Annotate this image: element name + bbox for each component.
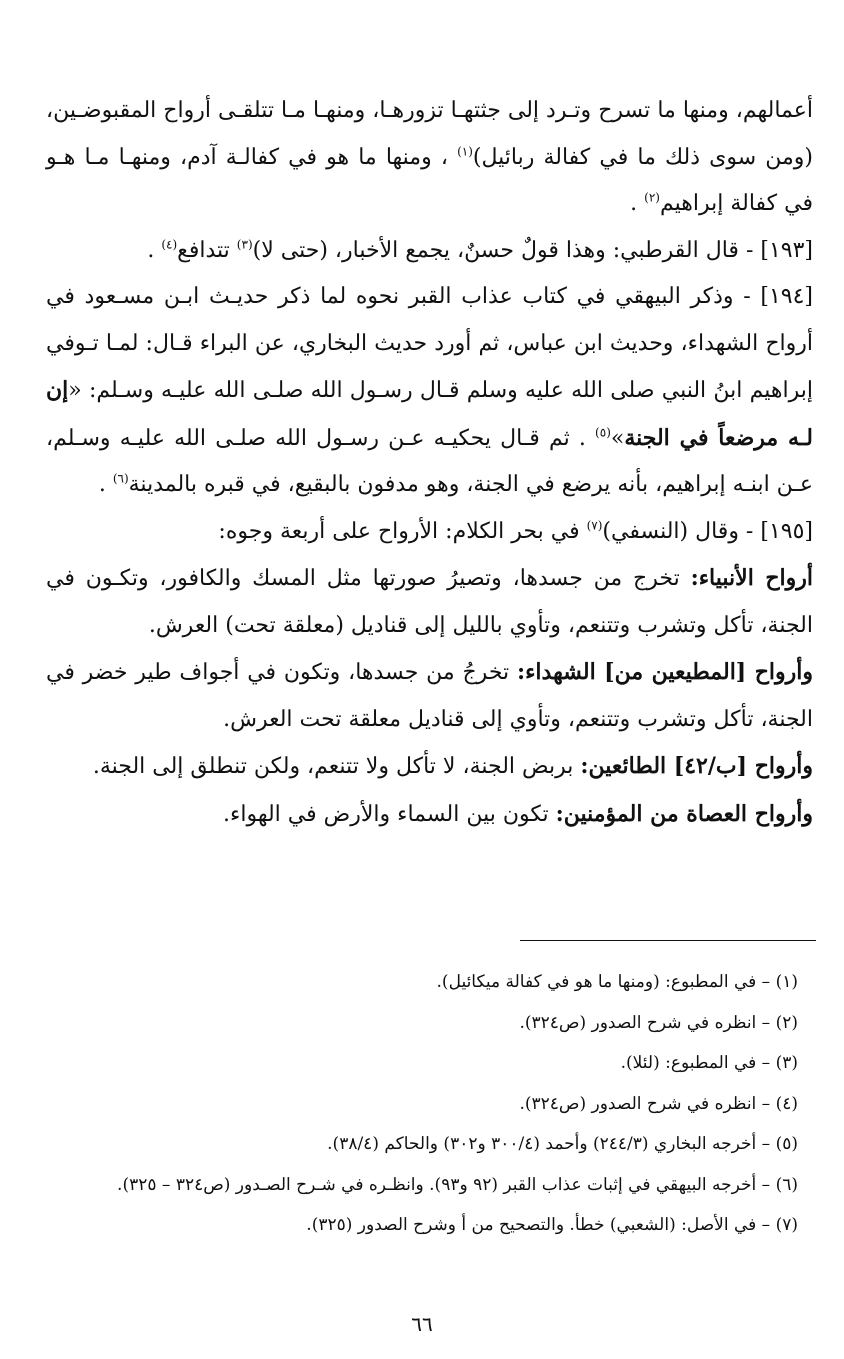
text-run: أعمالهم، ومنها ما تسرح وتـرد إلى جثتهـا تزورهـا، ومنهـا مـا تتلقـى أرواح المقبوضـين، (ومن سوى ذلك ما في كفالة ربائيل) [46, 98, 814, 170]
footnote-7: (٧) – في الأصل: (الشعبي) خطأ. والتصحيح من أ وشرح الصدور (٣٢٥). [306, 1215, 798, 1235]
text-run: [١٩٣] - قال القرطبي: وهذا قولٌ حسنٌ، يجمع الأخبار، (حتى لا) [252, 237, 813, 263]
section-heading: وأرواح [المطيعين من] الشهداء: [516, 659, 813, 685]
paragraph-1 [46, 88, 813, 228]
footnote-ref: (٤) [161, 237, 178, 252]
paragraph-sinners [46, 791, 813, 839]
body-text [46, 88, 813, 838]
footnote-ref: (٦) [112, 471, 129, 486]
paragraph-194 [46, 274, 813, 509]
text-run: . [147, 237, 162, 263]
paragraph-obedient [46, 743, 813, 791]
text-run: [١٩٤] - وذكر البيهقي في كتاب عذاب القبر نحوه لما ذكر حديـث ابـن مسـعود في أرواح الشهداء، وحديث ابن عباس، ثم أورد حديث البخاري، عن البراء قـال: لمـا تـوفي إبراهيم ابنُ النبي صلى الله عليه وسلم قـال رسـول الله صلـى الله عليـه وسـلم: « [46, 284, 813, 403]
footnote-2: (٢) – انظره في شرح الصدور (ص٣٢٤). [519, 1012, 798, 1033]
footnote-ref: (١) [457, 144, 473, 159]
text-run: في بحر الكلام: الأرواح على أربعة وجوه: [218, 518, 587, 544]
footnote-ref: (٥) [595, 425, 611, 440]
text-run: تخرجُ من جسدها، وتكون في أجواف طير خضر في الجنة، تأكل وتشرب وتتنعم، وتأوي إلى قناديل معلقة تحت العرش. [46, 660, 813, 732]
text-run: . [98, 472, 113, 497]
section-heading: أرواح الأنبياء: [690, 565, 814, 591]
text-run: ، ومنها ما هو في كفالـة آدم، ومنهـا مـا هـو في كفالة إبراهيم [46, 144, 813, 216]
paragraph-prophets [46, 555, 813, 649]
footnote-6: (٦) – أخرجه البيهقي في إثبات عذاب القبر (٩٢ و٩٣). وانظـره في شـرح الصـدور (ص٣٢٤ – ٣٢٥). [117, 1174, 798, 1195]
footnote-separator [520, 940, 816, 941]
paragraph-195 [46, 509, 813, 556]
text-run: تكون بين السماء والأرض في الهواء. [223, 801, 556, 827]
text-run: . ثم قـال يحكيـه عـن رسـول الله صلـى الله عليـه وسـلم، عـن ابنـه إبراهيم، بأنه يرضع في الجنة، وهو مدفون بالبقيع، في قبره بالمدينة [46, 425, 813, 497]
footnote-ref: (٢) [644, 190, 660, 205]
section-heading: وأرواح العصاة من المؤمنين: [555, 800, 813, 827]
page-number: ٦٦ [411, 1312, 433, 1336]
text-run: [١٩٥] - وقال (النسفي) [602, 518, 813, 544]
section-heading: وأرواح [ب/٤٢] الطائعين: [580, 753, 813, 779]
text-run: تخرج من جسدها، وتصيرُ صورتها مثل المسك والكافور، وتكـون في الجنة، تأكل وتشرب وتتنعم، وتأوي بالليل إلى قناديل (معلقة تحت) العرش. [46, 566, 813, 638]
hadith-quote: إن لـه مرضعاً في الجنة [46, 377, 813, 451]
footnote-ref: (٧) [586, 518, 603, 533]
text-run: » [610, 425, 625, 451]
footnote-5: (٥) – أخرجه البخاري (٢٤٤/٣) وأحمد (٣٠٠/٤ و٣٠٢) والحاكم (٣٨/٤). [327, 1134, 798, 1154]
text-run: تتدافع [177, 237, 237, 263]
footnote-4: (٤) – انظره في شرح الصدور (ص٣٢٤). [519, 1093, 798, 1114]
footnote-ref: (٣) [236, 237, 253, 252]
footnote-3: (٣) – في المطبوع: (لئلا). [620, 1053, 798, 1073]
footnotes [46, 962, 798, 1246]
paragraph-193 [46, 228, 813, 275]
text-run: بربض الجنة، لا تأكل ولا تتنعم، ولكن تنطلق إلى الجنة. [92, 754, 581, 779]
paragraph-martyrs [46, 649, 813, 743]
text-run: . [630, 191, 645, 216]
footnote-1: (١) – في المطبوع: (ومنها ما هو في كفالة ميكائيل). [436, 972, 798, 992]
